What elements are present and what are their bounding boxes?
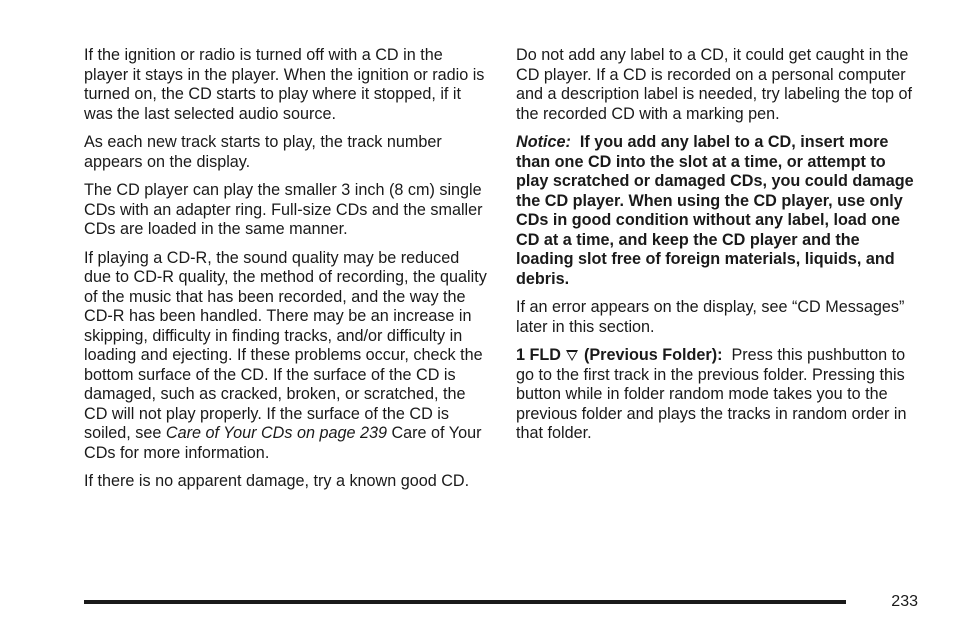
paragraph-small-cds: The CD player can play the smaller 3 inch (8 cm) single CDs with an adapter ring. Full-size CDs and the smaller CDs are loaded in the same manner. <box>84 181 483 238</box>
paragraph-error: If an error appears on the display, see “CD Messages” later in this section. <box>516 298 905 336</box>
notice-text: If you add any label to a CD, insert more than one CD into the slot at a time, or attempt to play scratched or damaged CDs, you could damage the CD player. When using the CD player, use only CDs in good condition without any label, load one CD at a time, and keep the CD player and the loading slot free of foreign materials, liquids, and debris. <box>516 133 914 288</box>
cd-r-text-end: Care of Your CDs for more information. <box>84 424 482 462</box>
notice-block <box>516 133 921 289</box>
footer-rule <box>84 600 846 604</box>
paragraph-cd-r <box>84 249 489 464</box>
fld-label: 1 FLD <box>516 346 561 364</box>
paragraph-ignition: If the ignition or radio is turned off with a CD in the player it stays in the player. When the ignition or radio is turned on, the CD starts to play where it stopped, if it was the last selected audio source. <box>84 46 485 123</box>
cd-r-text: If playing a CD-R, the sound quality may be reduced due to CD-R quality, the method of recording, the quality of the music that has been recorded, and the way the CD-R has been handled. There may be an increase in skipping, difficulty in finding tracks, and/or difficulty in loading and ejecting. If these problems occur, check the bottom surface of the CD. If the surface of the CD is damaged, such as cracked, broken, or scratched, the CD will not play properly. If the surface of the CD is soiled, see <box>84 248 487 442</box>
cross-reference-link[interactable]: Care of Your CDs on page 239 <box>165 424 387 442</box>
paragraph-label-warning: Do not add any label to a CD, it could get caught in the CD player. If a CD is recorded on a personal computer and a description label is needed, try labeling the top of the recorded CD with a marking pen. <box>516 46 912 123</box>
notice-label: Notice: <box>516 133 571 151</box>
right-column <box>516 46 921 453</box>
down-triangle-icon <box>566 350 578 361</box>
paragraph-track-number: As each new track starts to play, the track number appears on the display. <box>84 133 442 171</box>
page-number: 233 <box>891 593 918 610</box>
paragraph-no-damage: If there is no apparent damage, try a known good CD. <box>84 472 470 490</box>
paragraph-previous-folder <box>516 346 921 444</box>
left-column <box>84 46 489 501</box>
fld-label-post: (Previous Folder): <box>583 346 723 364</box>
fld-text: Press this pushbutton to go to the first track in the previous folder. Pressing this button while in folder random mode takes you to the previous folder and plays the tracks in random order in that folder. <box>516 346 907 442</box>
